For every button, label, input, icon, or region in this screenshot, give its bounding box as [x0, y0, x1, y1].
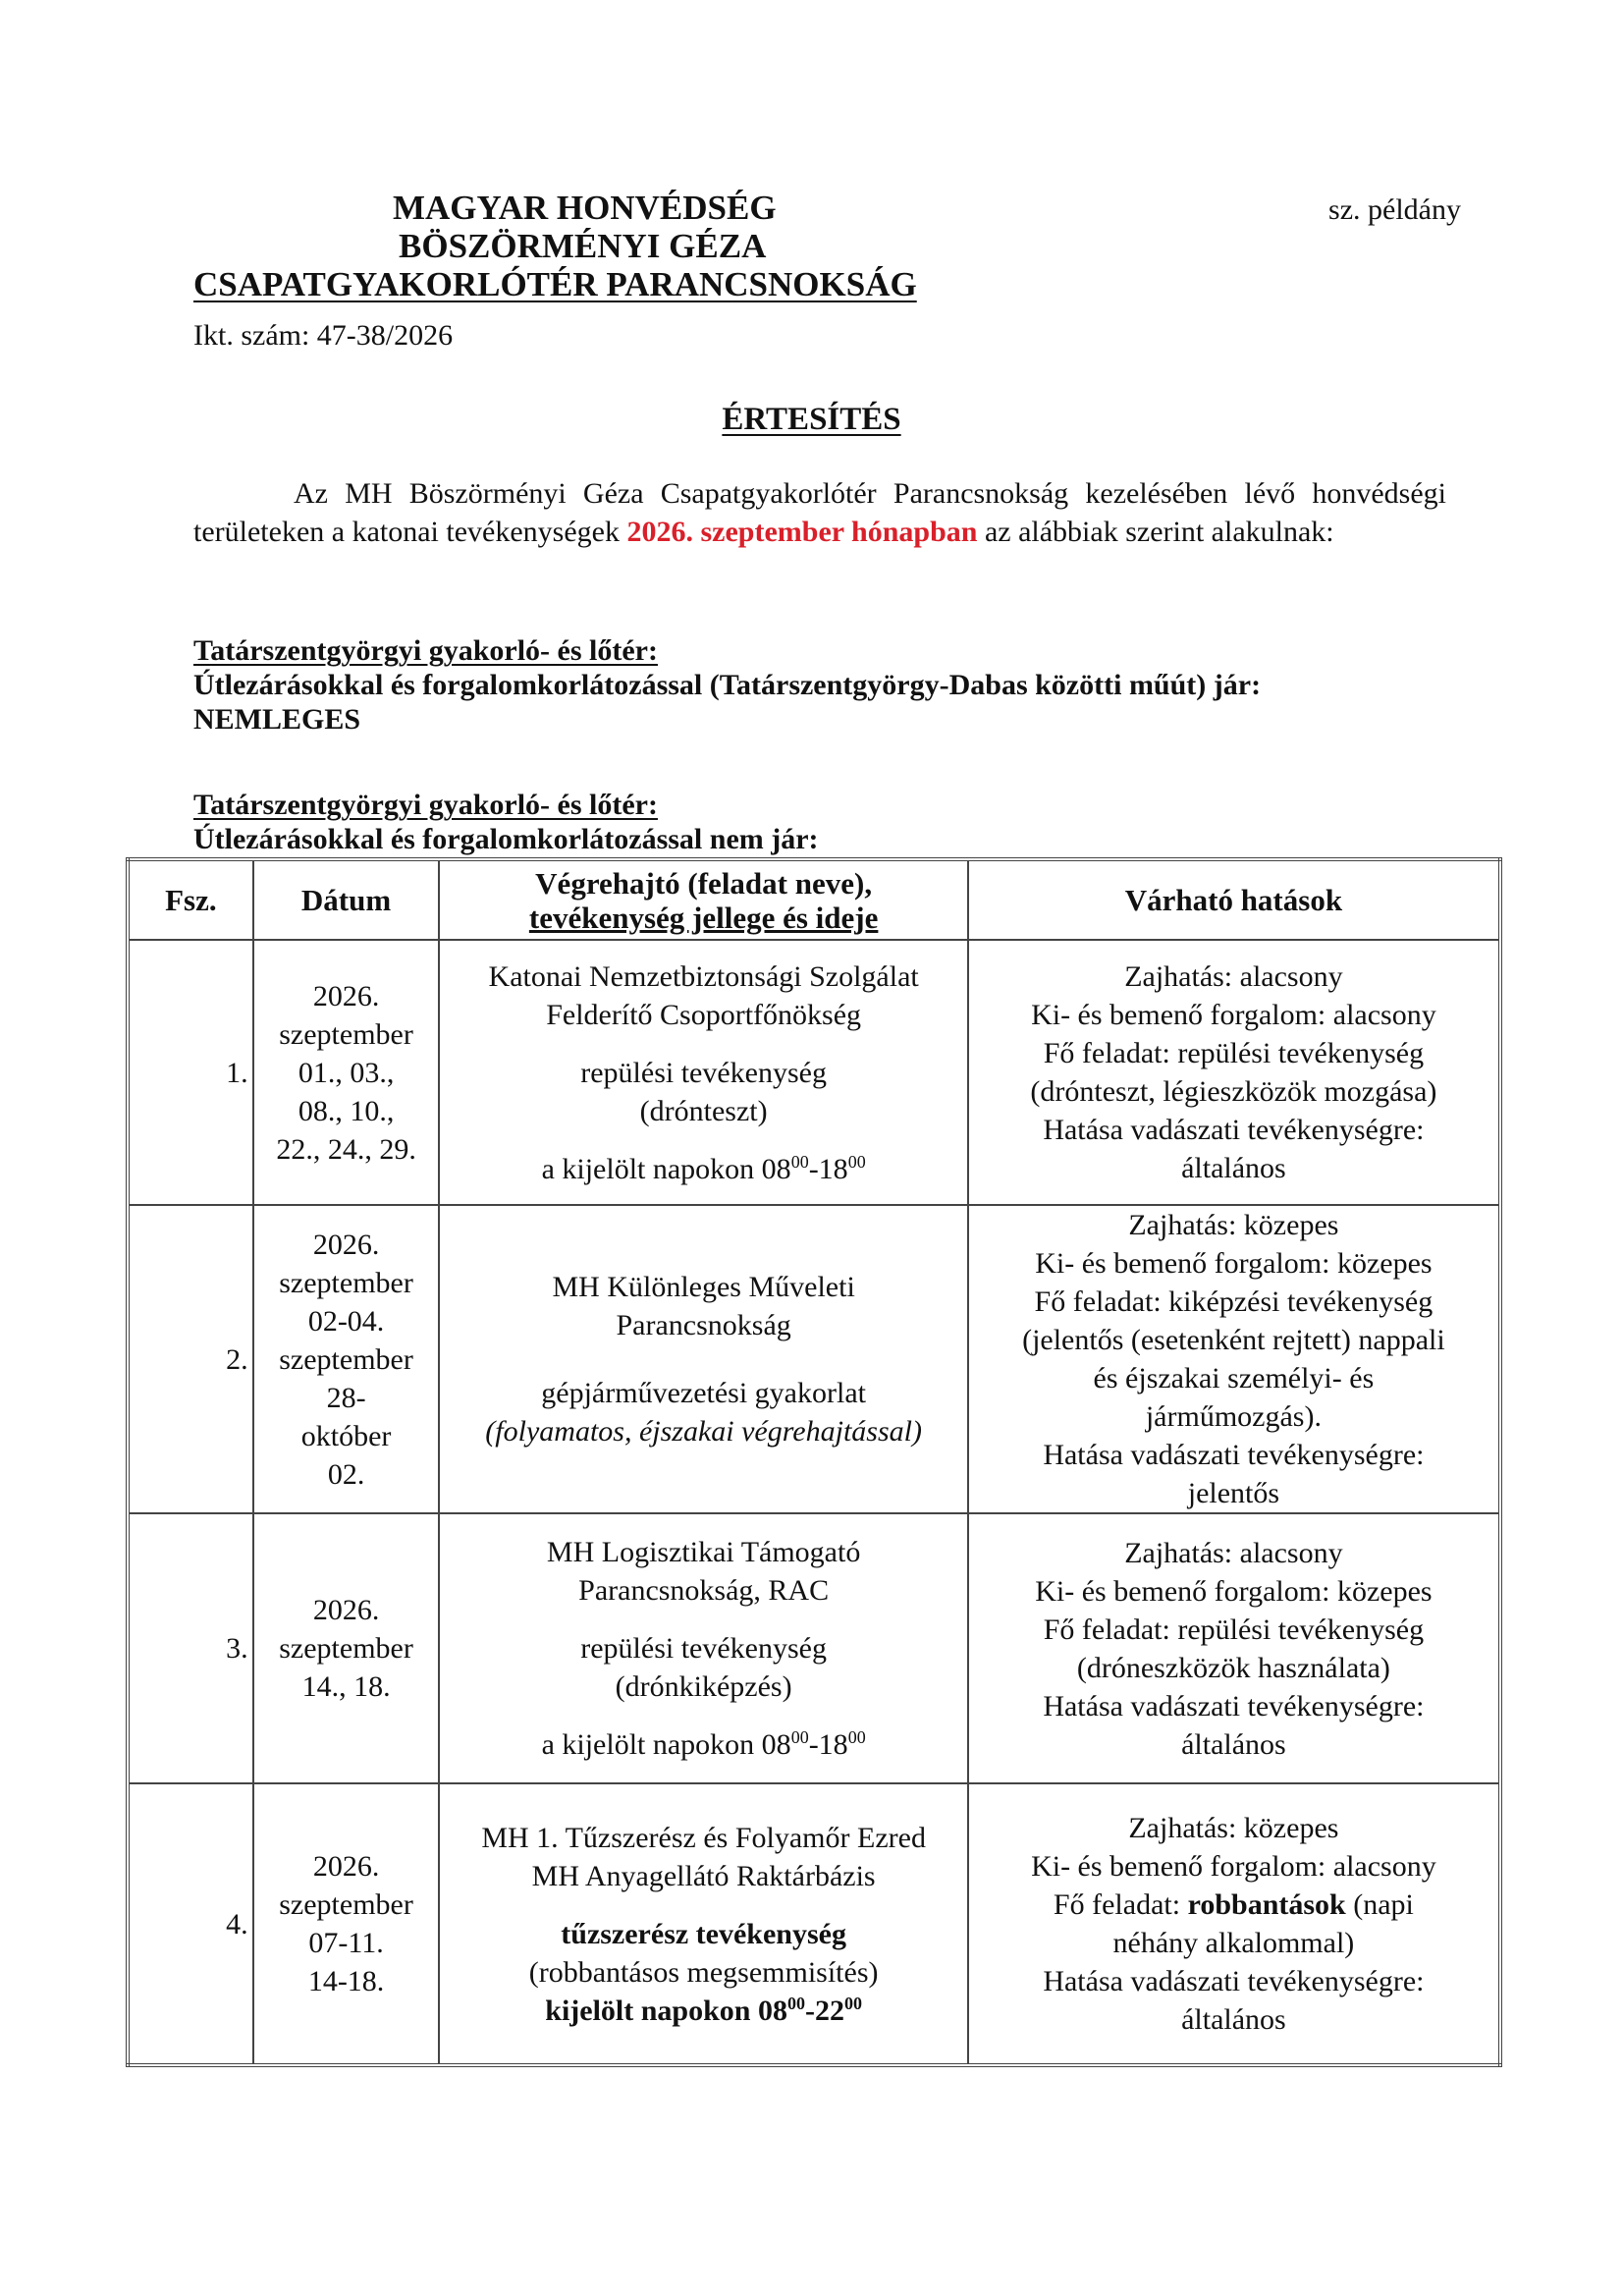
activity-note: (folyamatos, éjszakai végrehajtással)	[485, 1415, 922, 1448]
effect-line: Ki- és bemenő forgalom: alacsony	[1031, 999, 1436, 1031]
effect-line: Ki- és bemenő forgalom: közepes	[1035, 1247, 1433, 1280]
row-date	[253, 1205, 440, 1513]
row-date	[253, 940, 440, 1205]
effect-line: és éjszakai személyi- és	[1093, 1362, 1375, 1394]
header-executor	[439, 859, 967, 940]
section-1-line: Útlezárásokkal és forgalomkorlátozással (Tatárszentgyörgy-Dabas közötti műút) jár:	[193, 669, 1262, 701]
activity-time: a kijelölt napokon $08^{00}-18^{00}$	[541, 1727, 866, 1761]
header-date: Dátum	[253, 859, 440, 940]
row-effects	[968, 1513, 1500, 1783]
row-executor	[439, 1783, 967, 2065]
effect-line: Hatása vadászati tevékenységre:	[1043, 1114, 1425, 1146]
header-executor-line-1: Végrehajtó (feladat neve),	[535, 865, 873, 901]
intro-paragraph	[193, 474, 1446, 551]
date-line: szeptember	[279, 1888, 413, 1921]
section-1	[193, 633, 1470, 737]
header-effects: Várható hatások	[968, 859, 1500, 940]
effect-line: általános	[1181, 2003, 1286, 2036]
row-executor	[439, 1205, 967, 1513]
row-effects	[968, 1205, 1500, 1513]
table-row	[128, 1783, 1500, 2065]
row-number: 3.	[128, 1513, 253, 1783]
date-line: szeptember	[279, 1342, 413, 1376]
effect-line: Ki- és bemenő forgalom: alacsony	[1031, 1850, 1436, 1883]
header-executor-line-2: tevékenység jellege és ideje	[528, 900, 879, 935]
row-date	[253, 1783, 440, 2065]
date-line: 02.	[327, 1457, 365, 1491]
org-line-2: BÖSZÖRMÉNYI GÉZA	[399, 227, 767, 265]
executor-unit-line: Katonai Nemzetbiztonsági Szolgálat	[488, 959, 919, 993]
executor-unit-line: MH Logisztikai Támogató	[546, 1536, 861, 1568]
effect-line: Zajhatás: közepes	[1128, 1209, 1339, 1241]
row-effects	[968, 940, 1500, 1205]
date-line: 2026.	[312, 979, 380, 1012]
org-line-3: CSAPATGYAKORLÓTÉR PARANCSNOKSÁG	[193, 265, 917, 303]
effect-line: jelentős	[1187, 1477, 1280, 1509]
executor-unit-line: MH Különleges Műveleti	[552, 1271, 855, 1303]
effect-line: (dróneszközök használata)	[1076, 1651, 1390, 1684]
org-line-1: MAGYAR HONVÉDSÉG	[393, 189, 777, 227]
table-row	[128, 940, 1500, 1205]
row-date	[253, 1513, 440, 1783]
section-2-line: Útlezárásokkal és forgalomkorlátozással nem jár:	[193, 823, 819, 855]
date-line: 2026.	[312, 1850, 380, 1883]
reference-number: Ikt. szám: 47-38/2026	[193, 319, 454, 352]
effect-line: Zajhatás: közepes	[1128, 1812, 1339, 1844]
date-line: szeptember	[279, 1266, 413, 1299]
activity-line: repülési tevékenység	[580, 1056, 827, 1089]
date-line: 07-11.	[308, 1927, 384, 1959]
activity-time: kijelölt napokon $08^{00}-22^{00}$	[545, 1993, 862, 2027]
activity-line: gépjárművezetési gyakorlat	[541, 1377, 866, 1409]
effect-line: néhány alkalommal)	[1112, 1927, 1355, 1959]
activity-line-bold: tűzszerész tevékenység	[561, 1917, 846, 1950]
effect-line-main-task: Fő feladat: robbantások (napi	[1053, 1888, 1414, 1921]
copy-label: sz. példány	[1328, 193, 1461, 226]
row-number: 4.	[128, 1783, 253, 2065]
effect-line: általános	[1181, 1152, 1286, 1184]
executor-unit-line: Parancsnokság	[616, 1309, 791, 1341]
document-title: ÉRTESÍTÉS	[722, 402, 901, 437]
section-1-value: NEMLEGES	[193, 703, 361, 736]
date-line: 14., 18.	[301, 1670, 391, 1703]
intro-text-after: az alábbiak szerint alakulnak:	[977, 516, 1334, 548]
header-no: Fsz.	[128, 859, 253, 940]
date-line: 02-04.	[307, 1304, 385, 1338]
effect-line: Fő feladat: repülési tevékenység	[1043, 1613, 1425, 1646]
table-row	[128, 1205, 1500, 1513]
section-2	[193, 788, 1470, 856]
effect-line: Zajhatás: alacsony	[1124, 960, 1343, 993]
date-line: 22., 24., 29.	[276, 1132, 416, 1166]
date-line: 28-	[326, 1381, 366, 1414]
organization-header	[193, 189, 917, 303]
row-number: 1.	[128, 940, 253, 1205]
row-number: 2.	[128, 1205, 253, 1513]
date-line: szeptember	[279, 1017, 413, 1051]
effect-line: Zajhatás: alacsony	[1124, 1536, 1343, 1569]
effect-line: Hatása vadászati tevékenységre:	[1043, 1689, 1425, 1722]
row-executor	[439, 1513, 967, 1783]
table-header-row	[128, 859, 1500, 940]
date-line: 01., 03.,	[298, 1056, 395, 1089]
effect-line: (jelentős (esetenként rejtett) nappali	[1022, 1324, 1445, 1356]
date-line: október	[300, 1419, 392, 1452]
effect-line: Ki- és bemenő forgalom: közepes	[1035, 1574, 1433, 1608]
executor-unit-line: Parancsnokság, RAC	[578, 1574, 830, 1607]
intro-highlight: 2026. szeptember hónapban	[626, 516, 978, 548]
row-effects	[968, 1783, 1500, 2065]
executor-unit-line: MH 1. Tűzszerész és Folyamőr Ezred	[481, 1821, 926, 1854]
effect-line: Hatása vadászati tevékenységre:	[1043, 1965, 1425, 1997]
date-line: szeptember	[279, 1632, 413, 1665]
activity-time: a kijelölt napokon $08^{00}-18^{00}$	[541, 1151, 866, 1185]
row-executor	[439, 940, 967, 1205]
effect-line: Hatása vadászati tevékenységre:	[1043, 1439, 1425, 1471]
effect-line: (drónteszt, légieszközök mozgása)	[1030, 1075, 1437, 1108]
effect-line: általános	[1181, 1727, 1286, 1761]
effect-line: járműmozgás).	[1145, 1400, 1322, 1433]
activity-line: repülési tevékenység	[580, 1632, 827, 1665]
intro-text-before: Az MH Böszörményi Géza Csapatgyakorlótér Parancsnokság kezelésében lévő honvédségi területeken a katonai tevékenységek	[193, 477, 1446, 548]
effect-line: Fő feladat: kiképzési tevékenység	[1034, 1285, 1434, 1318]
activity-line: (robbantásos megsemmisítés)	[528, 1955, 879, 1989]
date-line: 2026.	[312, 1594, 380, 1626]
date-line: 2026.	[312, 1228, 380, 1261]
section-2-heading: Tatárszentgyörgyi gyakorló- és lőtér:	[193, 789, 658, 821]
activity-line: (drónteszt)	[639, 1094, 768, 1127]
executor-unit-line: MH Anyagellátó Raktárbázis	[531, 1859, 876, 1892]
date-line: 14-18.	[307, 1965, 385, 1997]
effect-line: Fő feladat: repülési tevékenység	[1043, 1037, 1425, 1069]
executor-unit-line: Felderítő Csoportfőnökség	[546, 998, 862, 1031]
activity-line: (drónkiképzés)	[615, 1670, 792, 1703]
section-1-heading: Tatárszentgyörgyi gyakorló- és lőtér:	[193, 634, 658, 667]
table-row	[128, 1513, 1500, 1783]
activity-table	[126, 857, 1502, 2067]
date-line: 08., 10.,	[298, 1094, 395, 1127]
